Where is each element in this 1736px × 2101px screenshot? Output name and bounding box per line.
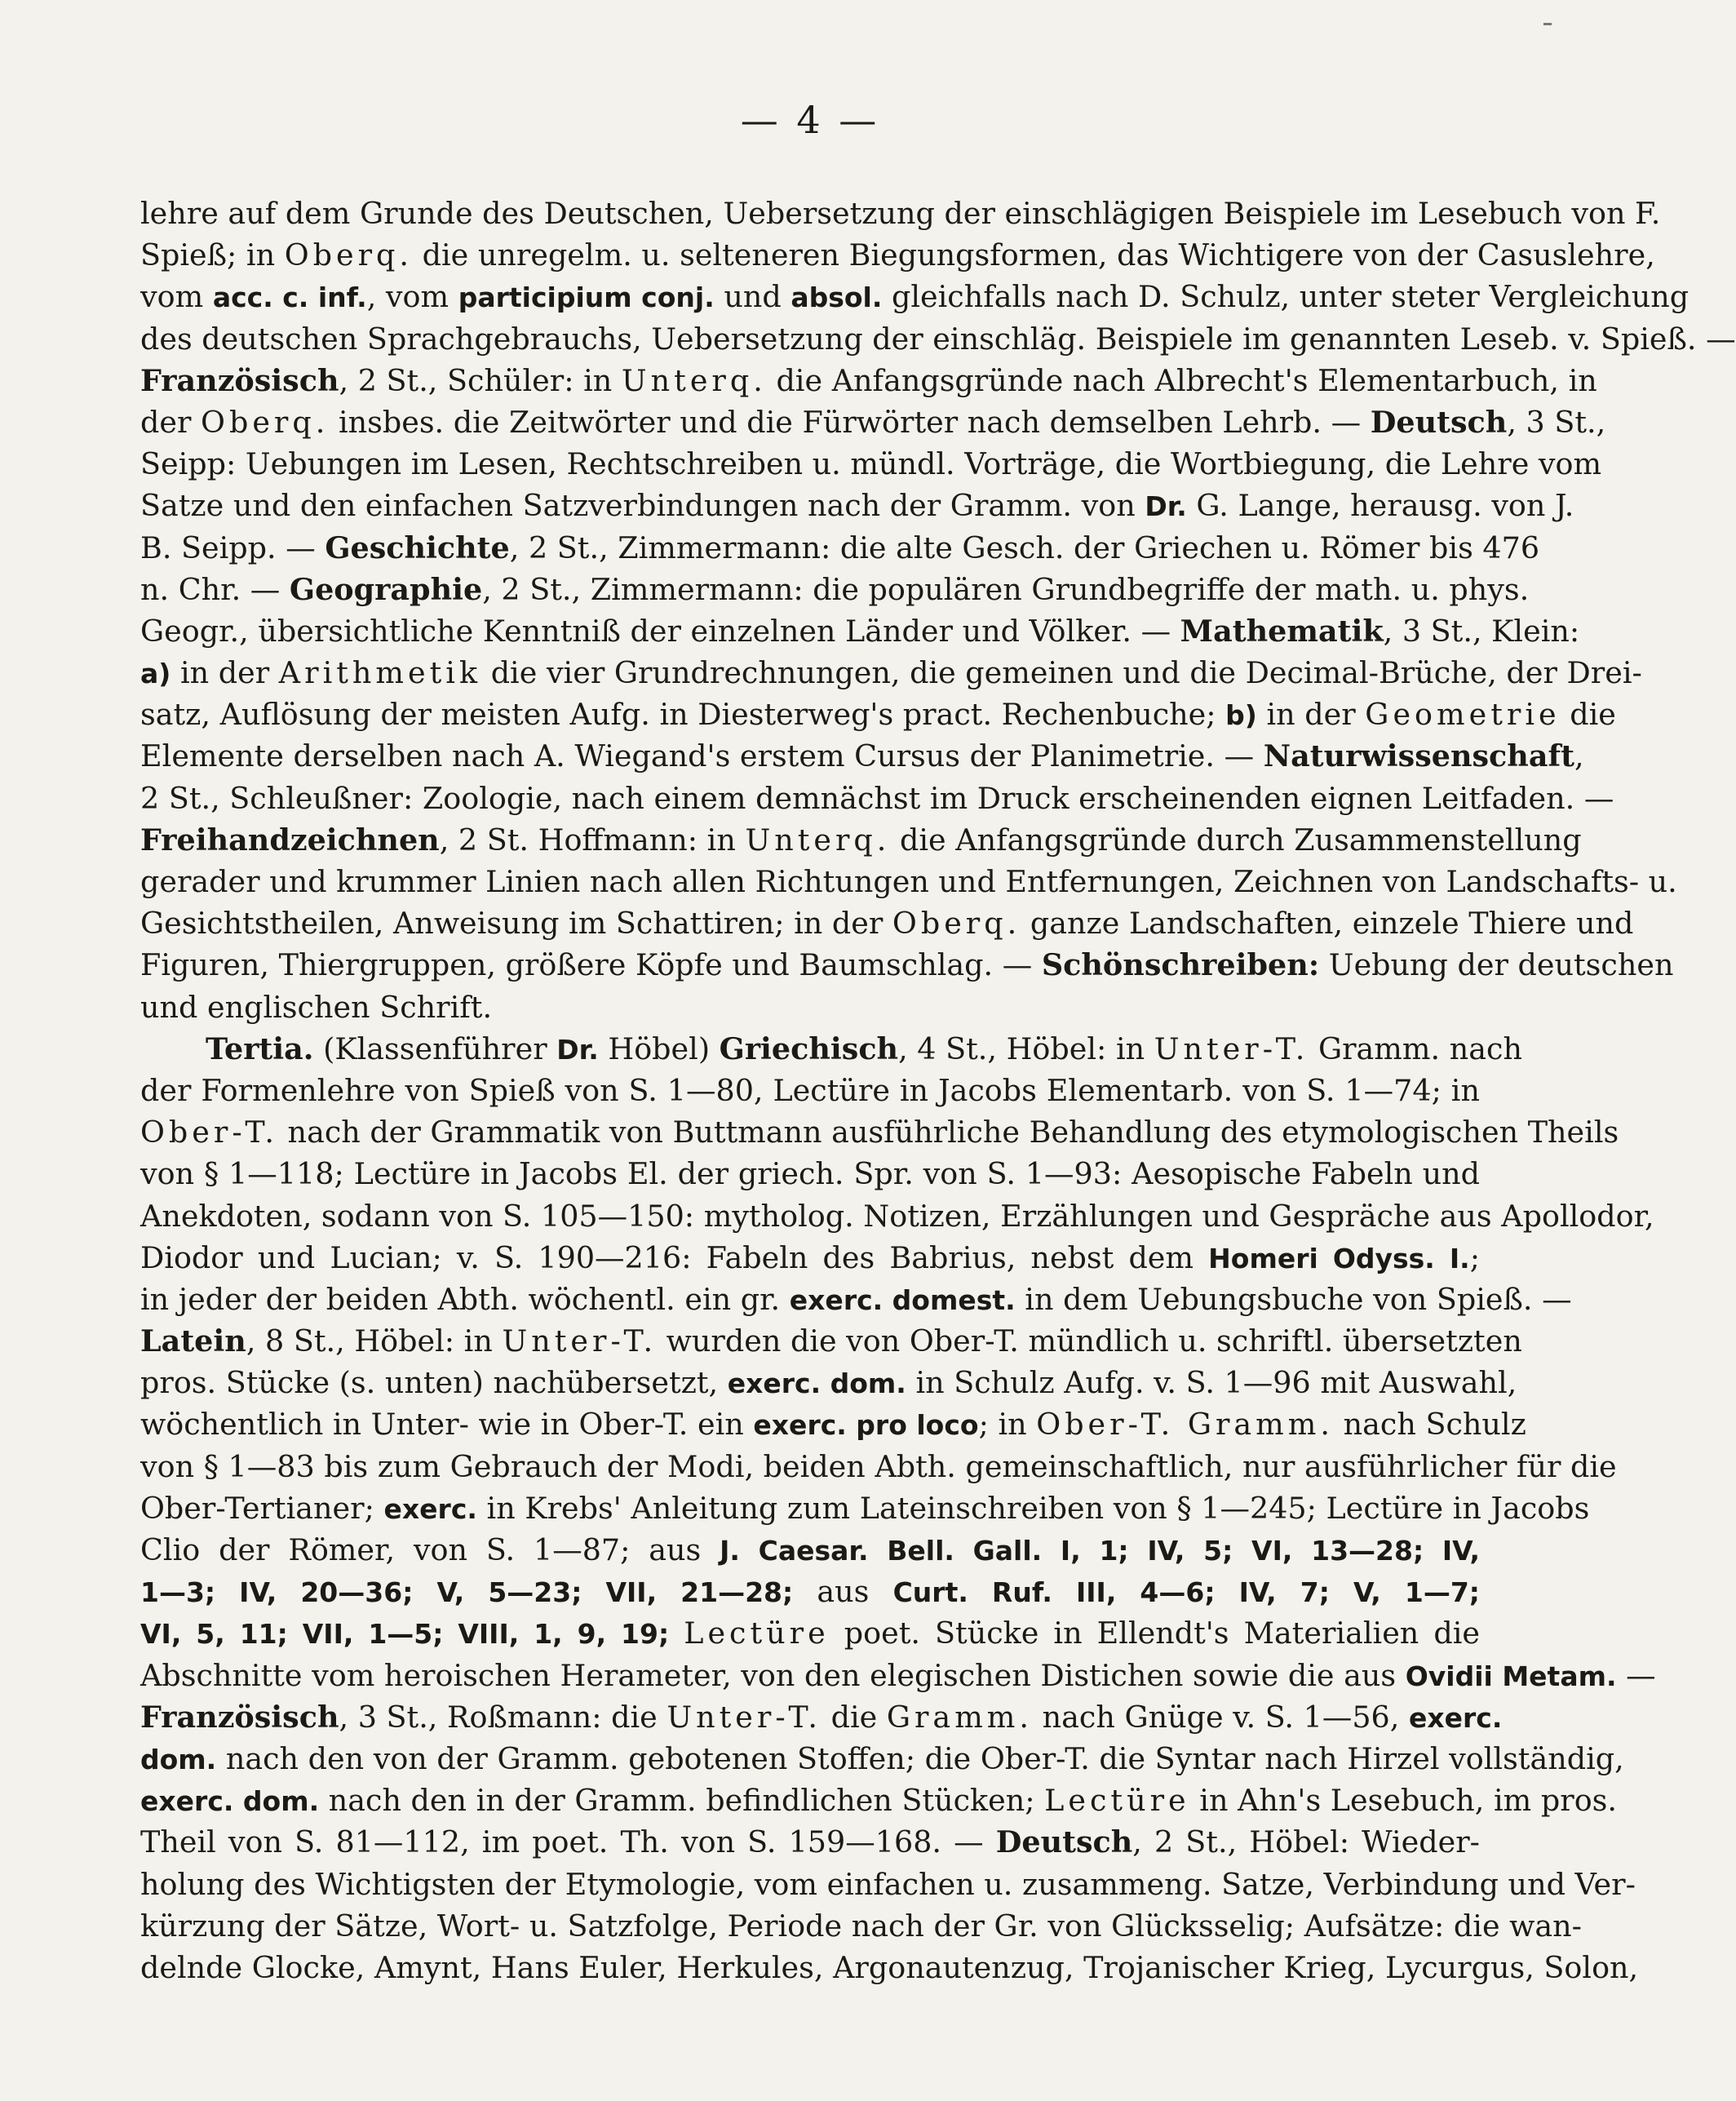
text-segment: Höbel) bbox=[598, 1031, 720, 1066]
text-line bbox=[140, 1696, 1503, 1738]
text-segment: ; bbox=[1469, 1239, 1480, 1275]
text-segment: G. Lange, herausg. von J. bbox=[1186, 488, 1574, 524]
subject-heading: Französisch bbox=[140, 362, 339, 398]
text-segment: nach der Grammatik von Buttmann ausführliche Behandlung des etymologischen Theils bbox=[277, 1115, 1619, 1150]
text-segment: ganze Landschaften, einzele Thiere und bbox=[1021, 906, 1634, 942]
text-segment: acc. c. inf. bbox=[212, 281, 367, 314]
text-segment: , 2 St., Schüler: in bbox=[339, 362, 622, 398]
text-line bbox=[140, 1195, 1654, 1237]
text-segment: Anekdoten, sodann von S. 105—150: mytholog. Notizen, Erzählungen und Gespräche aus Apollodor, bbox=[140, 1198, 1654, 1234]
text-line bbox=[140, 276, 1690, 317]
text-segment: in der bbox=[1256, 697, 1366, 733]
text-segment: , 2 St., Zimmermann: die populären Grundbegriffe der math. u. phys. bbox=[482, 571, 1530, 607]
text-line bbox=[140, 443, 1602, 485]
text-segment: Unter-T. bbox=[1154, 1031, 1309, 1066]
text-segment: der Formenlehre von Spieß von S. 1—80, Lectüre in Jacobs Elementarb. von S. 1—74; in bbox=[140, 1072, 1480, 1108]
text-segment: dom. bbox=[140, 1743, 217, 1775]
text-segment: der bbox=[140, 404, 202, 440]
text-segment: Dr. bbox=[556, 1033, 599, 1066]
text-line bbox=[140, 610, 1580, 652]
text-segment: Geometrie bbox=[1365, 697, 1561, 733]
text-segment: Unterq. bbox=[745, 822, 891, 858]
text-segment: Oberq. bbox=[201, 404, 330, 440]
text-segment: die bbox=[1560, 697, 1616, 733]
text-segment: , bbox=[1574, 738, 1584, 774]
text-line bbox=[140, 694, 1616, 735]
text-segment: nach den von der Gramm. gebotenen Stoffen; die Ober-T. die Syntar nach Hirzel vollständig, bbox=[216, 1740, 1624, 1776]
text-segment: , 4 St., Höbel: in bbox=[898, 1031, 1154, 1066]
subject-heading: Tertia. bbox=[206, 1031, 314, 1066]
text-segment: Spieß; in bbox=[140, 237, 285, 273]
subject-heading: Deutsch bbox=[995, 1824, 1133, 1860]
text-segment bbox=[669, 1616, 684, 1651]
text-segment: Dr. bbox=[1145, 490, 1187, 523]
scan-mark bbox=[1543, 23, 1552, 25]
text-segment: 2 St., Schleußner: Zoologie, nach einem demnächst im Druck erscheinenden eignen Leitfaden. — bbox=[140, 780, 1614, 816]
text-segment: pros. Stücke (s. unten) nachübersetzt, bbox=[140, 1365, 728, 1401]
text-segment: , 3 St., Roßmann: die bbox=[339, 1699, 667, 1735]
subject-heading: Geschichte bbox=[325, 530, 510, 565]
text-segment: in Ahn's Lesebuch, im pros. bbox=[1189, 1783, 1618, 1819]
text-line bbox=[140, 318, 1736, 360]
text-segment: des deutschen Sprachgebrauchs, Uebersetzung der einschläg. Beispiele im genannten Leseb. v. Spieß. — bbox=[140, 321, 1736, 357]
text-segment: holung des Wichtigsten der Etymologie, vom einfachen u. zusammeng. Satze, Verbindung und Ver- bbox=[140, 1866, 1636, 1902]
text-segment: Geogr., übersichtliche Kenntniß der einzelnen Länder und Völker. — bbox=[140, 613, 1180, 649]
text-segment: exerc. dom. bbox=[727, 1367, 906, 1400]
text-segment: Ovidii Metam. bbox=[1405, 1660, 1617, 1692]
text-line bbox=[140, 401, 1606, 443]
text-line bbox=[140, 1070, 1480, 1111]
text-segment: VI, 5, 11; VII, 1—5; VIII, 1, 9, 19; bbox=[140, 1618, 670, 1651]
text-segment: die vier Grundrechnungen, die gemeinen und die Decimal-Brüche, der Drei- bbox=[481, 655, 1642, 691]
text-line bbox=[140, 1529, 1480, 1571]
text-segment: Clio der Römer, von S. 1—87; aus bbox=[140, 1532, 720, 1567]
text-segment: Ober-T. bbox=[140, 1115, 278, 1150]
text-line bbox=[140, 735, 1584, 777]
text-segment: , 2 St. Hoffmann: in bbox=[439, 822, 746, 858]
text-segment: poet. Stücke in Ellendt's Materialien die bbox=[829, 1616, 1480, 1651]
subject-heading: Deutsch bbox=[1370, 404, 1508, 440]
text-segment: Satze und den einfachen Satzverbindungen nach der Gramm. von bbox=[140, 488, 1145, 524]
text-segment: ; in bbox=[978, 1407, 1037, 1443]
text-segment: Gramm. bbox=[886, 1699, 1034, 1735]
text-line bbox=[140, 1487, 1590, 1529]
text-line bbox=[140, 1320, 1522, 1362]
subject-heading: Latein bbox=[140, 1323, 246, 1359]
text-segment: Diodor und Lucian; v. S. 190—216: Fabeln des Babrius, nebst dem bbox=[140, 1239, 1209, 1275]
text-segment: lehre auf dem Grunde des Deutschen, Uebersetzung der einschlägigen Beispiele im Lesebuch von F. bbox=[140, 196, 1661, 231]
text-line bbox=[140, 986, 1480, 1028]
text-line bbox=[140, 1403, 1526, 1445]
text-segment: die Anfangsgründe nach Albrecht's Elementarbuch, in bbox=[766, 362, 1597, 398]
text-line bbox=[140, 1237, 1480, 1279]
text-segment: gleichfalls nach D. Schulz, unter steter Vergleichung bbox=[882, 279, 1690, 315]
text-line bbox=[140, 1028, 1522, 1070]
text-line bbox=[140, 1571, 1480, 1612]
text-segment: nach Schulz bbox=[1334, 1407, 1526, 1443]
text-segment: 1—3; IV, 20—36; V, 5—23; VII, 21—28; bbox=[140, 1576, 794, 1609]
text-segment: wurden die von Ober-T. mündlich u. schriftl. übersetzten bbox=[657, 1323, 1522, 1359]
text-line bbox=[140, 527, 1540, 569]
subject-heading: Schönschreiben: bbox=[1041, 947, 1320, 983]
subject-heading: Freihandzeichnen bbox=[140, 822, 440, 858]
text-line bbox=[140, 569, 1530, 610]
text-line bbox=[140, 1821, 1480, 1863]
text-segment: Abschnitte vom heroischen Herameter, von den elegischen Distichen sowie die aus bbox=[140, 1657, 1406, 1693]
subject-heading: Griechisch bbox=[719, 1031, 899, 1066]
text-segment: exerc. dom. bbox=[140, 1785, 320, 1818]
text-segment: J. Caesar. Bell. Gall. I, 1; IV, 5; VI, 13—28; IV, bbox=[720, 1535, 1480, 1567]
text-line bbox=[140, 1612, 1480, 1654]
text-line bbox=[140, 1738, 1624, 1780]
text-segment: Unter-T. bbox=[666, 1699, 822, 1735]
text-line bbox=[140, 819, 1582, 861]
text-line bbox=[140, 652, 1642, 694]
text-line bbox=[140, 944, 1674, 986]
text-segment: Unter-T. bbox=[502, 1323, 658, 1359]
text-segment: exerc. bbox=[383, 1492, 477, 1525]
text-segment: die unregelm. u. selteneren Biegungsformen, das Wichtigere von der Casuslehre, bbox=[413, 237, 1655, 273]
text-segment: in dem Uebungsbuche von Spieß. — bbox=[1015, 1281, 1572, 1317]
text-line bbox=[140, 1655, 1656, 1696]
text-segment: Theil von S. 81—112, im poet. Th. von S. 159—168. — bbox=[140, 1824, 996, 1860]
text-segment: vom bbox=[140, 279, 213, 315]
text-segment: aus bbox=[793, 1574, 893, 1610]
subject-heading: Geographie bbox=[289, 571, 483, 607]
text-segment: Homeri Odyss. I. bbox=[1208, 1242, 1470, 1274]
text-line bbox=[140, 1947, 1639, 1988]
text-segment: , vom bbox=[366, 279, 458, 315]
text-line bbox=[140, 234, 1655, 276]
text-segment: exerc. pro loco bbox=[753, 1409, 979, 1442]
subject-heading: Mathematik bbox=[1180, 613, 1384, 649]
text-segment: exerc. domest. bbox=[789, 1283, 1016, 1316]
text-line bbox=[140, 1446, 1617, 1487]
text-segment: Arithmetik bbox=[278, 655, 482, 691]
text-segment: gerader und krummer Linien nach allen Richtungen und Entfernungen, Zeichnen von Landschafts- u. bbox=[140, 864, 1677, 899]
text-line bbox=[140, 1905, 1582, 1947]
subject-heading: Französisch bbox=[140, 1699, 339, 1735]
text-segment: in Krebs' Anleitung zum Lateinschreiben von § 1—245; Lectüre in Jacobs bbox=[476, 1490, 1590, 1526]
text-segment: satz, Auflösung der meisten Aufg. in Diesterweg's pract. Rechenbuche; bbox=[140, 697, 1226, 733]
text-segment: Ober-Tertianer; bbox=[140, 1490, 384, 1526]
text-segment: Ober-T. Gramm. bbox=[1036, 1407, 1335, 1443]
text-segment: exerc. bbox=[1408, 1701, 1503, 1734]
text-segment: Oberq. bbox=[892, 906, 1021, 942]
text-line bbox=[140, 1780, 1618, 1821]
text-segment: , 2 St., Höbel: Wieder- bbox=[1132, 1824, 1480, 1860]
text-segment: a) bbox=[140, 658, 171, 690]
text-segment: delnde Glocke, Amynt, Hans Euler, Herkules, Argonautenzug, Trojanischer Krieg, Lycurgus, Solon, bbox=[140, 1949, 1639, 1985]
text-segment: , 3 St., Klein: bbox=[1383, 613, 1580, 649]
text-line bbox=[140, 1153, 1480, 1195]
text-line bbox=[140, 861, 1677, 902]
text-segment: in der bbox=[170, 655, 279, 691]
text-line bbox=[140, 1111, 1619, 1153]
text-line bbox=[140, 1362, 1517, 1403]
text-line bbox=[140, 485, 1574, 526]
text-segment: Elemente derselben nach A. Wiegand's erstem Cursus der Planimetrie. — bbox=[140, 738, 1264, 774]
text-line bbox=[140, 1279, 1572, 1320]
text-segment: insbes. die Zeitwörter und die Fürwörter nach demselben Lehrb. — bbox=[329, 404, 1371, 440]
body-text bbox=[140, 193, 1736, 1988]
text-segment: von § 1—83 bis zum Gebrauch der Modi, beiden Abth. gemeinschaftlich, nur ausführlicher für die bbox=[140, 1448, 1617, 1484]
text-segment: Lectüre bbox=[684, 1616, 830, 1651]
text-segment: Curt. Ruf. III, 4—6; IV, 7; V, 1—7; bbox=[892, 1576, 1480, 1609]
page-number: — 4 — bbox=[740, 98, 880, 142]
text-segment: in Schulz Aufg. v. S. 1—96 mit Auswahl, bbox=[906, 1365, 1517, 1401]
text-line bbox=[140, 193, 1661, 234]
text-segment: Figuren, Thiergruppen, größere Köpfe und Baumschlag. — bbox=[140, 947, 1042, 983]
text-line bbox=[140, 360, 1597, 401]
text-segment: Unterq. bbox=[621, 362, 767, 398]
text-segment: Gramm. nach bbox=[1309, 1031, 1522, 1066]
text-line bbox=[140, 902, 1634, 944]
text-segment: Lectüre bbox=[1044, 1783, 1190, 1819]
text-segment: in jeder der beiden Abth. wöchentl. ein gr. bbox=[140, 1281, 790, 1317]
text-segment: nach den in der Gramm. befindlichen Stücken; bbox=[319, 1783, 1045, 1819]
text-segment: participium conj. bbox=[458, 281, 715, 314]
text-line bbox=[140, 1864, 1636, 1905]
subject-heading: Naturwissenschaft bbox=[1263, 738, 1575, 774]
text-segment: , 8 St., Höbel: in bbox=[246, 1323, 503, 1359]
text-segment: n. Chr. — bbox=[140, 571, 290, 607]
text-segment: — bbox=[1616, 1657, 1656, 1693]
text-segment: und bbox=[714, 279, 791, 315]
text-segment: die Anfangsgründe durch Zusammenstellung bbox=[890, 822, 1582, 858]
text-segment: b) bbox=[1225, 699, 1257, 732]
text-segment: und englischen Schrift. bbox=[140, 989, 493, 1025]
text-segment: Uebung der deutschen bbox=[1319, 947, 1674, 983]
text-segment: Oberq. bbox=[284, 237, 414, 273]
text-segment: Gesichtstheilen, Anweisung im Schattiren; in der bbox=[140, 906, 892, 942]
text-segment: , 2 St., Zimmermann: die alte Gesch. der Griechen u. Römer bis 476 bbox=[509, 530, 1540, 565]
text-segment: nach Gnüge v. S. 1—56, bbox=[1033, 1699, 1409, 1735]
text-segment: die bbox=[821, 1699, 887, 1735]
text-segment: , 3 St., bbox=[1507, 404, 1606, 440]
text-segment: (Klassenführer bbox=[313, 1031, 557, 1066]
text-line bbox=[140, 778, 1614, 819]
text-segment: absol. bbox=[790, 281, 883, 314]
text-segment: wöchentlich in Unter- wie in Ober-T. ein bbox=[140, 1407, 754, 1443]
text-segment: Seipp: Uebungen im Lesen, Rechtschreiben u. mündl. Vorträge, die Wortbiegung, die Lehre vom bbox=[140, 446, 1602, 482]
text-segment: kürzung der Sätze, Wort- u. Satzfolge, Periode nach der Gr. von Glücksselig; Aufsätze: die wan- bbox=[140, 1908, 1582, 1944]
text-segment: von § 1—118; Lectüre in Jacobs El. der griech. Spr. von S. 1—93: Aesopische Fabeln und bbox=[140, 1156, 1480, 1192]
text-segment: B. Seipp. — bbox=[140, 530, 326, 565]
